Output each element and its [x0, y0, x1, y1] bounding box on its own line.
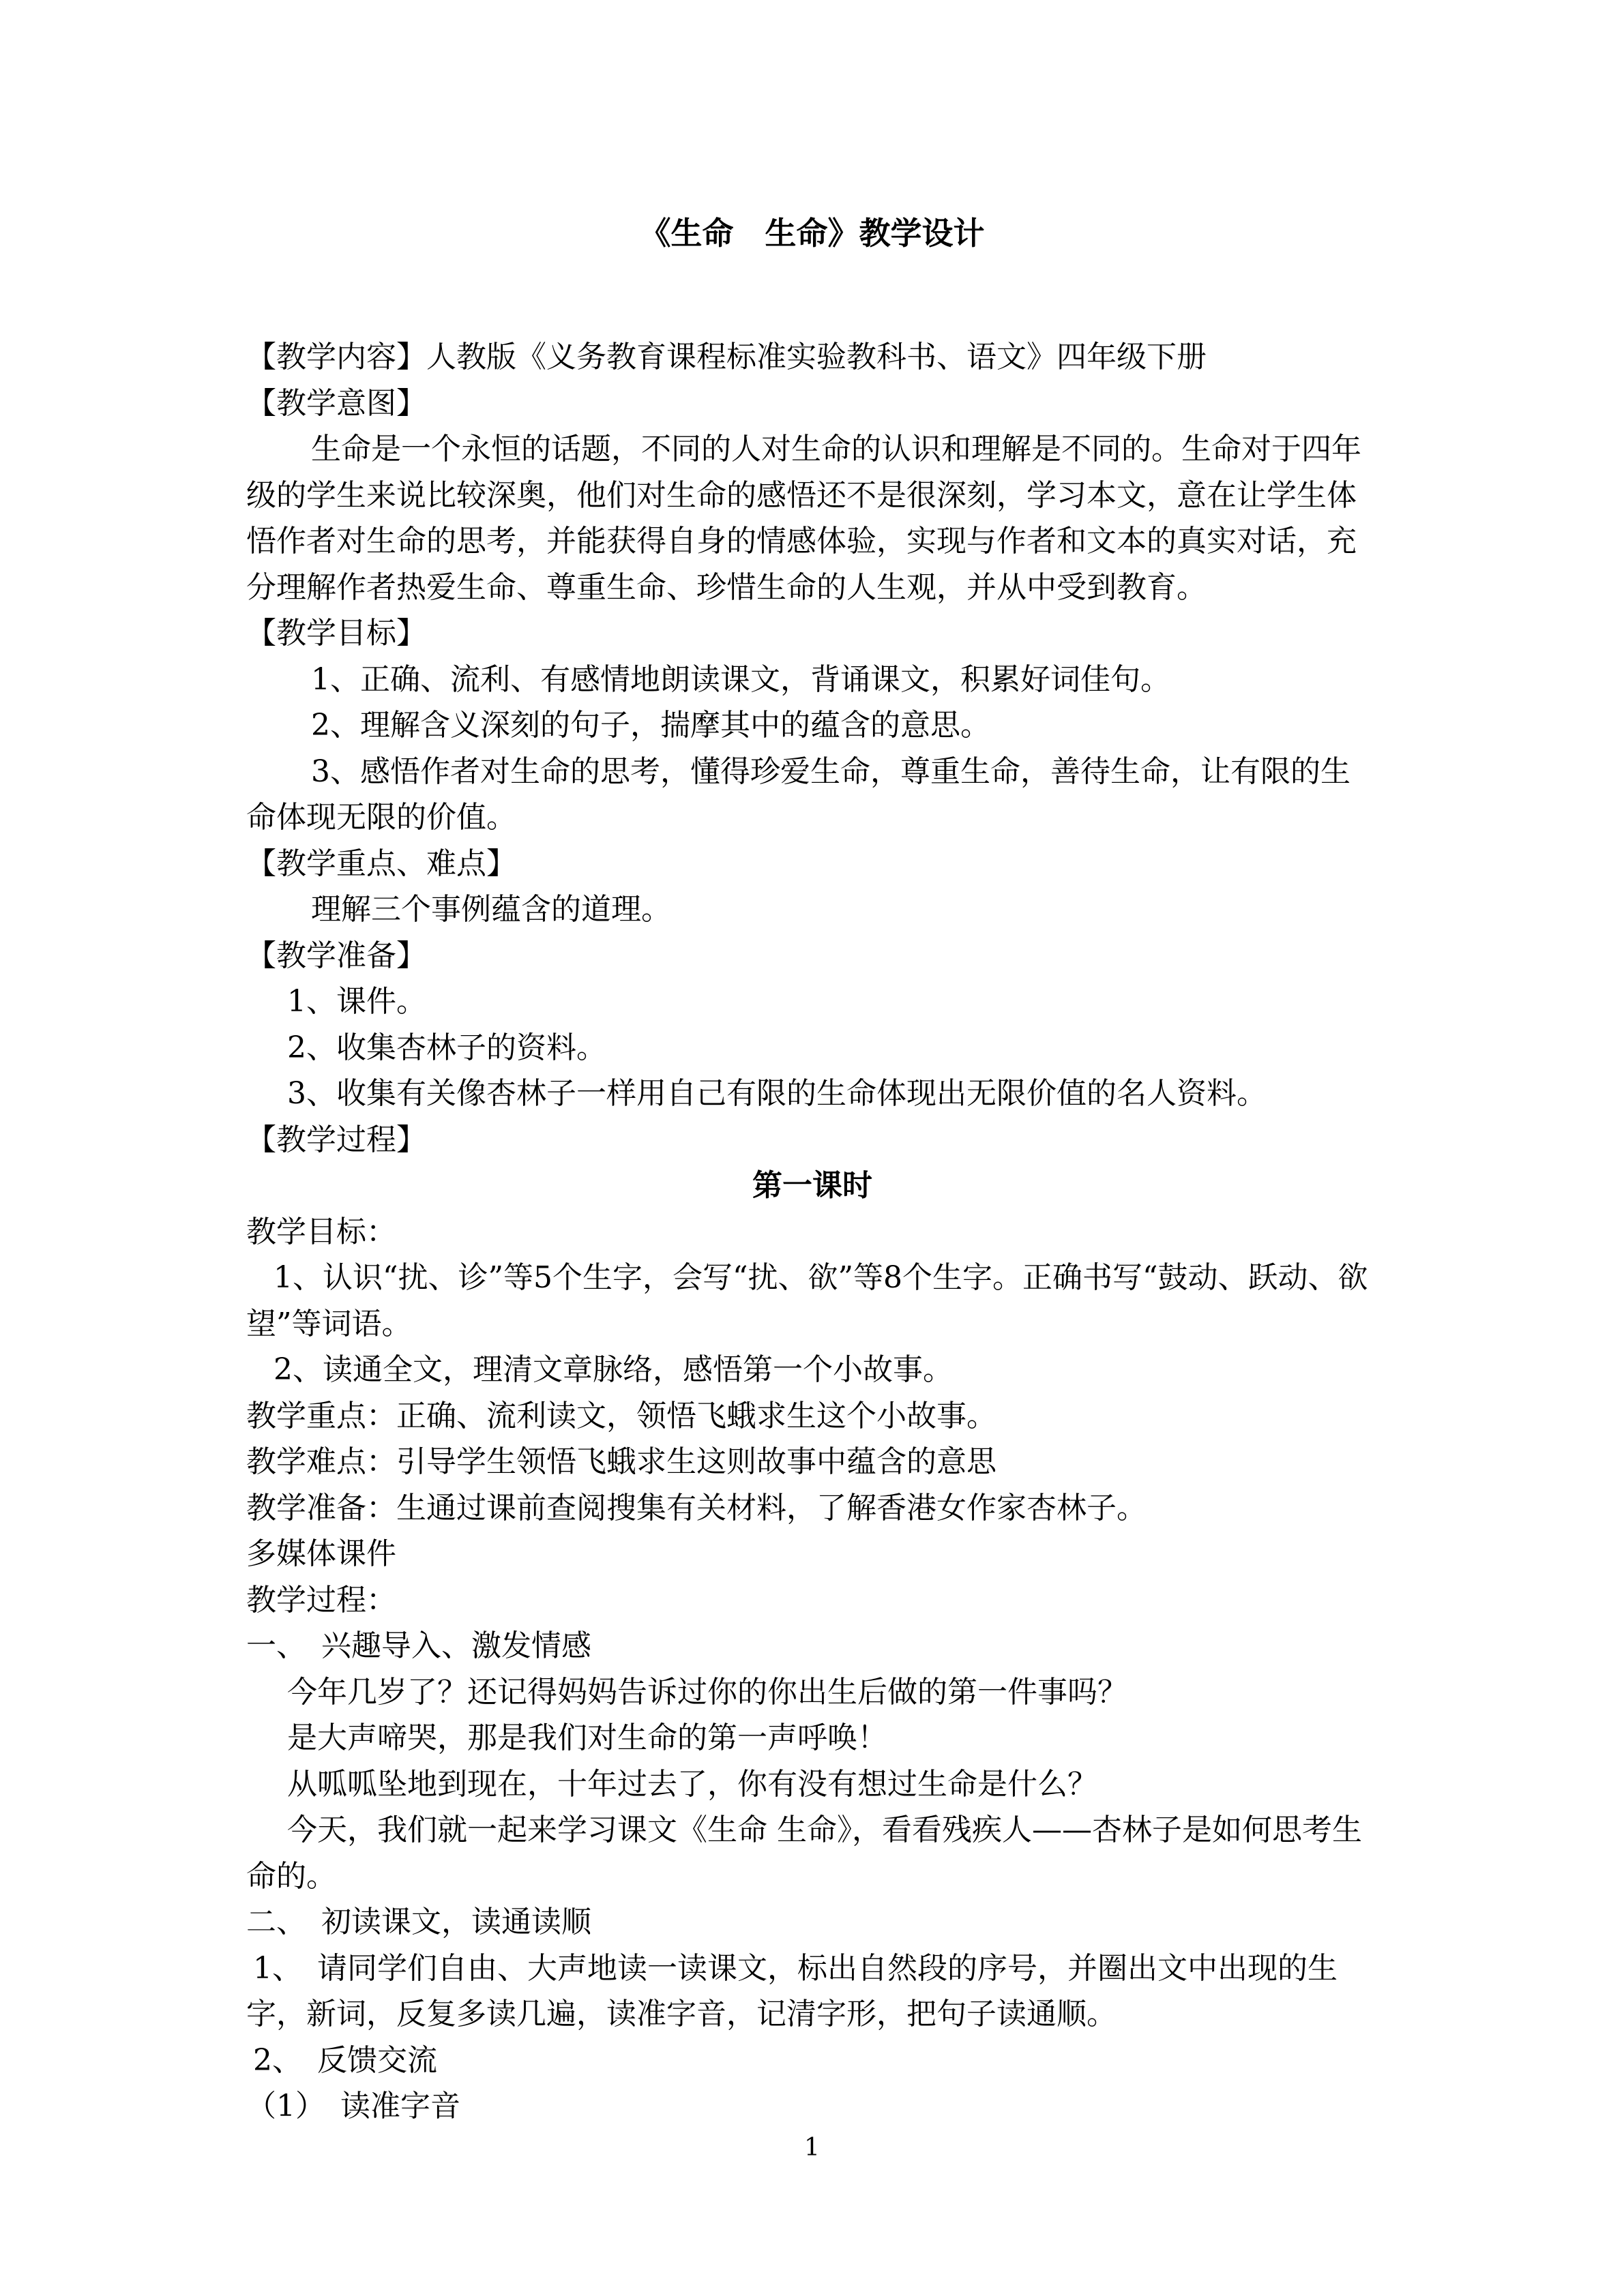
- document-body: [246, 334, 1378, 2130]
- step-1-line-2: 是大声啼哭，那是我们对生命的第一声呼唤！: [287, 1720, 887, 1755]
- preparation-item-3: 3、收集有关像杏林子一样用自己有限的生命体现出无限价值的名人资料。: [287, 1076, 1267, 1111]
- goal-item-3: 3、感悟作者对生命的思考，懂得珍爱生命，尊重生命，善待生命，让有限的生命体现无限的价值。: [246, 754, 1350, 835]
- lesson-goals-label: 教学目标：: [246, 1214, 396, 1249]
- document-title: 《生命 生命》教学设计: [639, 215, 985, 252]
- section-heading-preparation: 【教学准备】: [246, 938, 426, 973]
- preparation-item-1: 1、课件。: [287, 984, 426, 1019]
- step-1-line-4: 今天，我们就一起来学习课文《生命 生命》，看看残疾人——杏林子是如何思考生命的。: [246, 1813, 1362, 1894]
- step-1-line-1: 今年几岁了？还记得妈妈告诉过你的你出生后做的第一件事吗？: [287, 1674, 1127, 1710]
- lesson-difficulty: 教学难点：引导学生领悟飞蛾求生这则故事中蕴含的意思: [246, 1444, 996, 1479]
- step-1-heading: 一、 兴趣导入、激发情感: [246, 1628, 591, 1663]
- lesson-goal-2: 2、读通全文，理清文章脉络，感悟第一个小故事。: [274, 1352, 953, 1387]
- lesson-key-point: 教学重点：正确、流利读文，领悟飞蛾求生这个小故事。: [246, 1398, 996, 1433]
- goal-item-1: 1、正确、流利、有感情地朗读课文，背诵课文，积累好词佳句。: [311, 661, 1170, 697]
- section-heading-process: 【教学过程】: [246, 1122, 426, 1157]
- intent-paragraph: 生命是一个永恒的话题，不同的人对生命的认识和理解是不同的。生命对于四年级的学生来说比较深奥，他们对生命的感悟还不是很深刻，学习本文，意在让学生体悟作者对生命的思考，并能获得自身的情感体验，实现与作者和文本的真实对话，充分理解作者热爱生命、尊重生命、珍惜生命的人生观，并从中受到教育。: [246, 432, 1361, 605]
- step-2-item-2: 2、 反馈交流: [253, 2042, 437, 2078]
- lesson-heading: 第一课时: [752, 1168, 872, 1203]
- goal-item-2: 2、理解含义深刻的句子，揣摩其中的蕴含的意思。: [311, 708, 990, 743]
- step-1-line-3: 从呱呱坠地到现在，十年过去了，你有没有想过生命是什么？: [287, 1766, 1097, 1802]
- section-heading-intent: 【教学意图】: [246, 385, 426, 421]
- key-points-text: 理解三个事例蕴含的道理。: [311, 892, 671, 927]
- section-heading-content: 【教学内容】人教版《义务教育课程标准实验教科书、语文》四年级下册: [246, 340, 1207, 374]
- step-2-heading: 二、 初读课文，读通读顺: [246, 1905, 591, 1939]
- lesson-process-label: 教学过程：: [246, 1582, 396, 1617]
- preparation-item-2: 2、收集杏林子的资料。: [287, 1030, 606, 1065]
- step-2-subitem-1: （1） 读准字音: [246, 2089, 460, 2123]
- step-2-item-1: 1、 请同学们自由、大声地读一读课文，标出自然段的序号，并圈出文中出现的生字，新词，反复多读几遍，读准字音，记清字形，把句子读通顺。: [246, 1950, 1338, 2031]
- section-heading-goals: 【教学目标】: [246, 616, 426, 651]
- page-number: 1: [804, 2134, 820, 2162]
- lesson-preparation-media: 多媒体课件: [246, 1536, 396, 1571]
- lesson-preparation: 教学准备：生通过课前查阅搜集有关材料，了解香港女作家杏林子。: [246, 1490, 1147, 1525]
- lesson-goal-1: 1、认识“扰、诊”等5个生字，会写“扰、欲”等8个生字。正确书写“鼓动、跃动、欲望”等词语。: [246, 1260, 1368, 1341]
- section-heading-key-points: 【教学重点、难点】: [246, 846, 516, 881]
